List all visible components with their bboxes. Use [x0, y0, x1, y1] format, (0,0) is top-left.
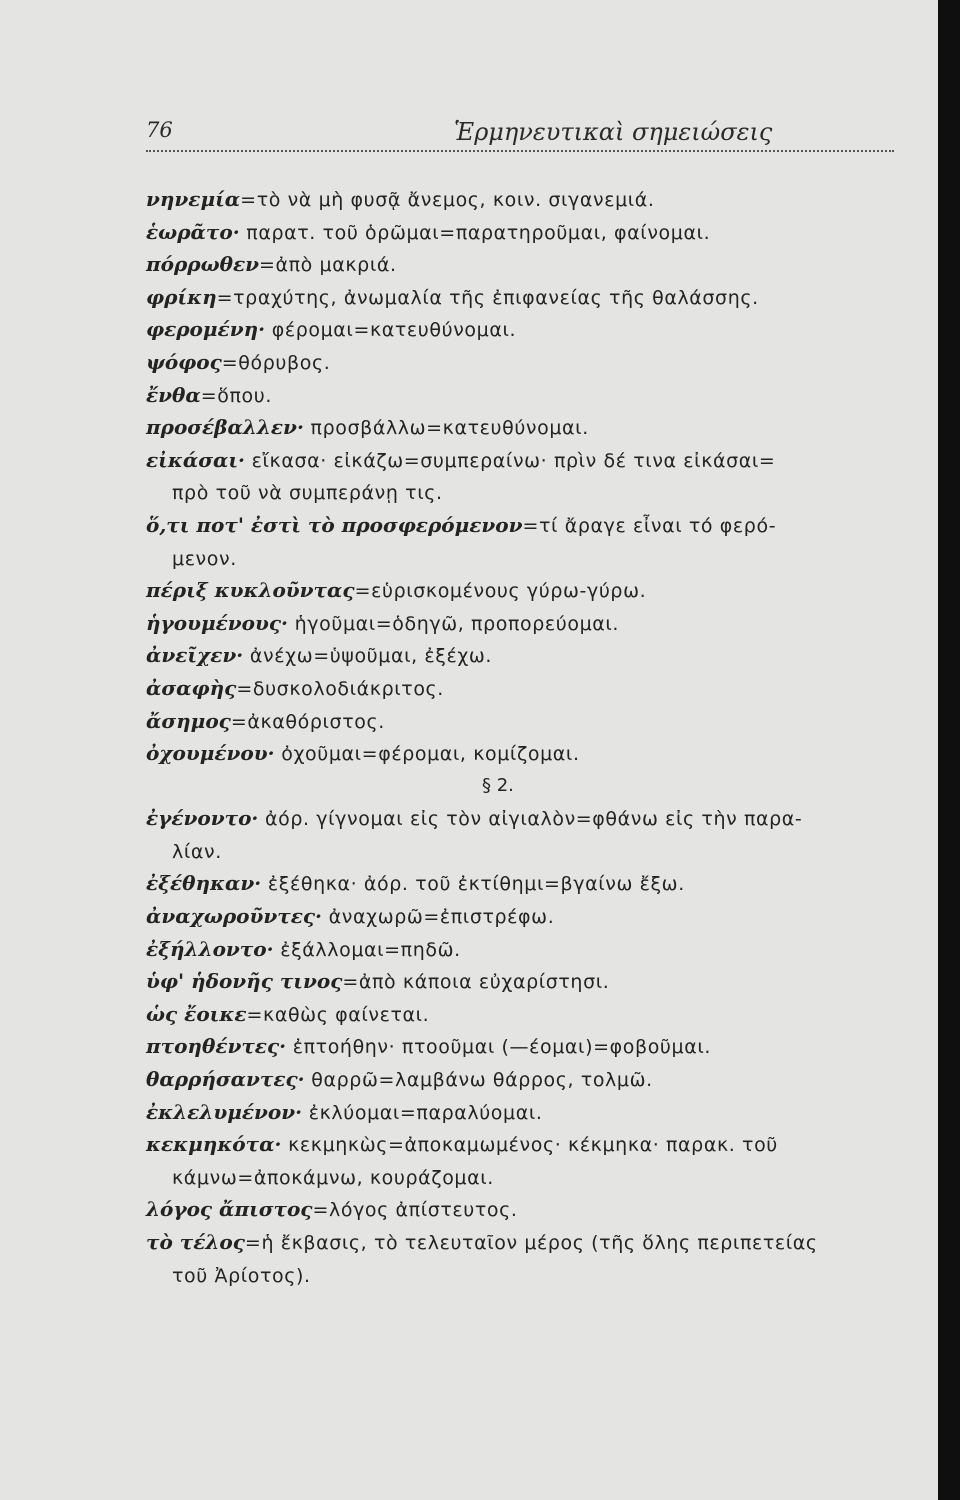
glossary-entry	[146, 216, 916, 249]
definition-text: ἀναχωρῶ=ἐπιστρέφω.	[322, 906, 555, 929]
definition-text: =ὅπου.	[200, 384, 273, 407]
glossary-entry	[146, 444, 916, 477]
header-rule	[146, 150, 894, 152]
glossary-entry	[146, 574, 916, 607]
glossary-entries	[146, 183, 916, 1291]
glossary-entry	[146, 1128, 916, 1161]
headword: φρίκη	[146, 284, 217, 309]
running-title: Ἑρμηνευτικαὶ σημειώσεις	[454, 118, 773, 146]
definition-text: =ἀπὸ μακριά.	[259, 254, 397, 277]
glossary-entry	[146, 1063, 916, 1096]
page-number: 76	[146, 118, 173, 142]
headword: κεκμηκότα·	[146, 1132, 282, 1157]
glossary-entry	[146, 965, 916, 998]
glossary-entry	[146, 672, 916, 705]
headword: ὑφ' ἡδονῆς τινος	[146, 969, 343, 994]
definition-text: =εὑρισκομένους γύρω-γύρω.	[354, 580, 647, 603]
glossary-entry	[146, 802, 916, 835]
definition-text: =καθὼς φαίνεται.	[246, 1003, 430, 1026]
glossary-entry	[146, 998, 916, 1031]
definition-text: τοῦ Ἀρίοτος).	[172, 1264, 311, 1287]
definition-text: ἡγοῦμαι=ὁδηγῶ, προπορεύομαι.	[288, 612, 620, 635]
definition-text: =λόγος ἀπίστευτος.	[312, 1199, 518, 1222]
definition-text: θαρρῶ=λαμβάνω θάρρος, τολμῶ.	[304, 1069, 653, 1092]
headword: ὡς ἔοικε	[146, 1001, 247, 1026]
glossary-entry	[146, 183, 916, 216]
definition-text: μενον.	[172, 547, 237, 570]
headword: λόγος ἄπιστος	[146, 1197, 313, 1222]
headword: ἄσημος	[146, 708, 231, 733]
definition-text: ἐξάλλομαι=πηδῶ.	[273, 938, 461, 961]
headword: νηνεμία	[146, 187, 241, 211]
headword: θαρρήσαντες·	[146, 1067, 305, 1092]
section-heading: § 2.	[482, 774, 514, 796]
glossary-entry	[146, 867, 916, 900]
definition-text: =ἀπὸ κάποια εὐχαρίστησι.	[342, 971, 610, 994]
glossary-entry	[146, 1193, 916, 1226]
headword: ἔνθα	[146, 382, 201, 407]
definition-text: πρὸ τοῦ νὰ συμπεράνῃ τις.	[172, 482, 443, 505]
definition-text: φέρομαι=κατευθύνομαι.	[265, 319, 517, 342]
glossary-entry	[146, 933, 916, 966]
glossary-entry	[146, 737, 916, 770]
definition-text: =ἀκαθόριστος.	[230, 710, 385, 733]
headword: ἐξέθηκαν·	[146, 871, 262, 896]
headword: ἑωρᾶτο·	[146, 219, 240, 244]
definition-text: ἀνέχω=ὑψοῦμαι, ἐξέχω.	[243, 645, 493, 668]
definition-text: κεκμηκὼς=ἀποκαμωμένος· κέκμηκα· παρακ. τοῦ	[281, 1134, 778, 1157]
definition-text: ἐκλύομαι=παραλύομαι.	[302, 1101, 543, 1124]
headword: προσέβαλλεν·	[146, 415, 304, 440]
page-edge	[938, 0, 960, 1500]
definition-text: ἀόρ. γίγνομαι εἰς τὸν αἰγιαλὸν=φθάνω εἰς τὴν παρα-	[258, 808, 803, 831]
glossary-entry	[146, 607, 916, 640]
glossary-entry	[146, 1226, 916, 1259]
headword: ἀσαφὴς	[146, 675, 237, 700]
definition-text: προσβάλλω=κατευθύνομαι.	[303, 417, 589, 440]
glossary-entry	[146, 248, 916, 281]
entry-continuation	[146, 1161, 916, 1194]
glossary-entry	[146, 639, 916, 672]
glossary-entry	[146, 900, 916, 933]
entry-continuation	[146, 476, 916, 509]
headword: ἐξήλλοντο·	[146, 936, 274, 961]
headword: ἡγουμένους·	[146, 610, 288, 635]
glossary-entry	[146, 281, 916, 314]
headword: πτοηθέντες·	[146, 1034, 287, 1059]
definition-text: παρατ. τοῦ ὁρῶμαι=παρατηροῦμαι, φαίνομαι.	[239, 221, 711, 244]
definition-text: =τὸ νὰ μὴ φυσᾷ ἄνεμος, κοιν. σιγανεμιά.	[240, 189, 655, 211]
glossary-entry	[146, 346, 916, 379]
definition-text: ἐπτοήθην· πτοοῦμαι (—έομαι)=φοβοῦμαι.	[286, 1036, 711, 1059]
definition-text: λίαν.	[172, 840, 222, 863]
entry-continuation	[146, 1259, 916, 1292]
entry-continuation	[146, 542, 916, 575]
headword: ἀνεῖχεν·	[146, 643, 244, 668]
headword: εἰκάσαι·	[146, 447, 245, 472]
definition-text: ὀχοῦμαι=φέρομαι, κομίζομαι.	[274, 743, 580, 766]
glossary-entry	[146, 509, 916, 542]
headword: ψόφος	[146, 349, 222, 374]
definition-text: =δυσκολοδιάκριτος.	[236, 677, 444, 700]
headword: πέριξ κυκλοῦντας	[146, 578, 355, 603]
glossary-entry	[146, 705, 916, 738]
glossary-entry	[146, 1030, 916, 1063]
glossary-entry	[146, 411, 916, 444]
definition-text: ἐξέθηκα· ἀόρ. τοῦ ἐκτίθημι=βγαίνω ἔξω.	[261, 873, 685, 896]
headword: ἐκλελυμένον·	[146, 1099, 303, 1124]
page-header	[146, 118, 896, 158]
glossary-entry	[146, 1096, 916, 1129]
definition-text: =τραχύτης, ἀνωμαλία τῆς ἐπιφανείας τῆς θαλάσσης.	[216, 286, 759, 309]
headword: πόρρωθεν	[146, 252, 259, 277]
definition-text: =θόρυβος.	[221, 351, 331, 374]
headword: ὀχουμένου·	[146, 741, 275, 766]
definition-text: =τί ἄραγε εἶναι τό φερό-	[522, 514, 777, 537]
headword: φερομένη·	[146, 317, 266, 342]
glossary-entry	[146, 313, 916, 346]
definition-text: κάμνω=ἀποκάμνω, κουράζομαι.	[172, 1166, 494, 1189]
entry-continuation	[146, 835, 916, 868]
headword: ἐγένοντο·	[146, 806, 259, 831]
headword: ὅ,τι ποτ' ἐστὶ τὸ προσφερόμενον	[146, 512, 523, 537]
headword: ἀναχωροῦντες·	[146, 904, 323, 929]
glossary-entry	[146, 379, 916, 412]
definition-text: =ἡ ἔκβασις, τὸ τελευταῖον μέρος (τῆς ὅλης περιπετείας	[244, 1232, 818, 1254]
headword: τὸ τέλος	[146, 1230, 245, 1254]
definition-text: εἴκασα· εἰκάζω=συμπεραίνω· πρὶν δέ τινα εἰκάσαι=	[245, 449, 776, 472]
